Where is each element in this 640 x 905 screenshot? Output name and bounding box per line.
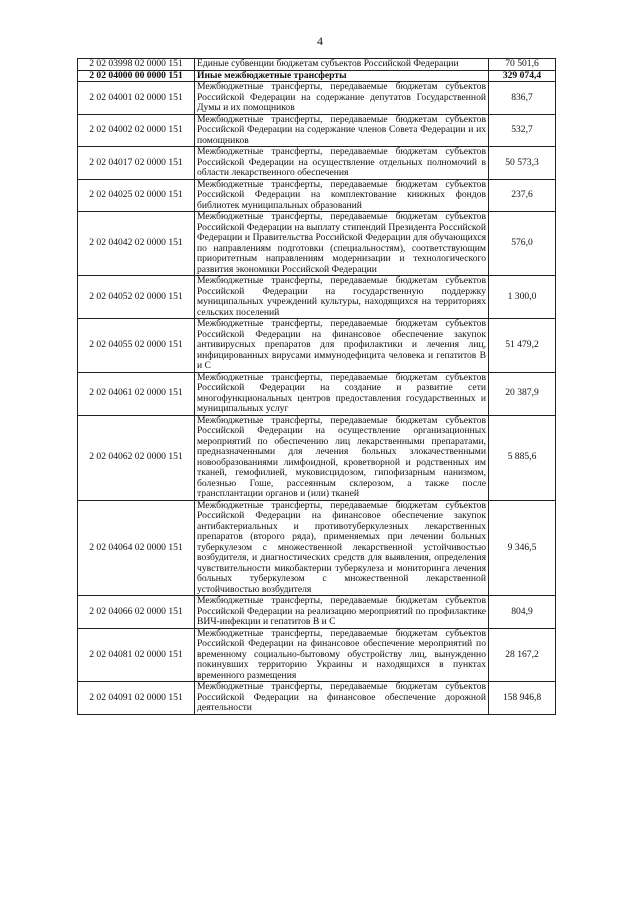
row-amount: 576,0 [489,212,556,276]
table-row [78,500,556,596]
row-amount: 1 300,0 [489,276,556,319]
row-code: 2 02 04066 02 0000 151 [78,596,195,629]
row-amount: 70 501,6 [489,59,556,71]
row-code: 2 02 04017 02 0000 151 [78,147,195,180]
table-row [78,596,556,629]
table-row [78,415,556,500]
table-row [78,319,556,373]
row-amount: 158 946,8 [489,682,556,715]
row-amount: 532,7 [489,114,556,147]
row-code: 2 02 04064 02 0000 151 [78,500,195,596]
row-description: Межбюджетные трансферты, передаваемые бюджетам субъектов Российской Федерации на финансовое обеспечение мероприятий по временному социально-бытовому обустройству лиц, вынужденно покинувших территорию Украины и находящихся в пунктах временного размещения [195,628,489,682]
table-row [78,212,556,276]
row-description: Межбюджетные трансферты, передаваемые бюджетам субъектов Российской Федерации на финансовое обеспечение закупок антивирусных препаратов для профилактики и лечения лиц, инфицированных вирусами иммунодефицита человека и гепатитов В и С [195,319,489,373]
row-description: Межбюджетные трансферты, передаваемые бюджетам субъектов Российской Федерации на финансовое обеспечение закупок антибактериальных и противотуберкулезных лекарственных препаратов (второго ряда), применяемых при лечении больных туберкулезом с множественной лекарственной устойчивостью возбудителя, и диагностических средств для выявления, определения чувствительности микобактерии туберкулеза и мониторинга лечения больных туберкулезом с множественной лекарственной устойчивостью возбудителя [195,500,489,596]
row-description: Единые субвенции бюджетам субъектов Российской Федерации [195,59,489,71]
row-code: 2 02 04002 02 0000 151 [78,114,195,147]
row-code: 2 02 04091 02 0000 151 [78,682,195,715]
row-code: 2 02 04052 02 0000 151 [78,276,195,319]
row-amount: 329 074,4 [489,70,556,82]
row-code: 2 02 04081 02 0000 151 [78,628,195,682]
row-description: Межбюджетные трансферты, передаваемые бюджетам субъектов Российской Федерации на содержание членов Совета Федерации и их помощников [195,114,489,147]
table-row [78,59,556,71]
row-description: Межбюджетные трансферты, передаваемые бюджетам субъектов Российской Федерации на осуществление организационных мероприятий по обеспечению лиц лекарственными препаратами, предназначенными для лечения больных злокачественными новообразованиями лимфоидной, кроветворной и родственных им тканей, гемофилией, муковисцидозом, гипофизарным нанизмом, болезнью Гоше, рассеянным склерозом, а также после трансплантации органов и (или) тканей [195,415,489,500]
row-code: 2 02 04061 02 0000 151 [78,372,195,415]
row-code: 2 02 03998 02 0000 151 [78,59,195,71]
row-amount: 9 346,5 [489,500,556,596]
table-row [78,682,556,715]
budget-table [77,58,556,715]
table-row [78,147,556,180]
row-amount: 836,7 [489,82,556,115]
row-code: 2 02 04042 02 0000 151 [78,212,195,276]
row-amount: 28 167,2 [489,628,556,682]
table-row [78,372,556,415]
table-row [78,114,556,147]
row-description: Межбюджетные трансферты, передаваемые бюджетам субъектов Российской Федерации на комплектование книжных фондов библиотек муниципальных образований [195,179,489,212]
row-description: Межбюджетные трансферты, передаваемые бюджетам субъектов Российской Федерации на финансовое обеспечение дорожной деятельности [195,682,489,715]
page-number: 4 [317,34,323,48]
row-amount: 237,6 [489,179,556,212]
row-description: Межбюджетные трансферты, передаваемые бюджетам субъектов Российской Федерации на содержание депутатов Государственной Думы и их помощников [195,82,489,115]
row-amount: 50 573,3 [489,147,556,180]
row-amount: 5 885,6 [489,415,556,500]
row-amount: 20 387,9 [489,372,556,415]
row-amount: 51 479,2 [489,319,556,373]
row-description: Межбюджетные трансферты, передаваемые бюджетам субъектов Российской Федерации на государственную поддержку муниципальных учреждений культуры, находящихся на территориях сельских поселений [195,276,489,319]
table-row [78,276,556,319]
row-description: Иные межбюджетные трансферты [195,70,489,82]
row-description: Межбюджетные трансферты, передаваемые бюджетам субъектов Российской Федерации на реализацию мероприятий по профилактике ВИЧ-инфекции и гепатитов В и С [195,596,489,629]
row-amount: 804,9 [489,596,556,629]
row-description: Межбюджетные трансферты, передаваемые бюджетам субъектов Российской Федерации на осуществление отдельных полномочий в области лекарственного обеспечения [195,147,489,180]
row-description: Межбюджетные трансферты, передаваемые бюджетам субъектов Российской Федерации на выплату стипендий Президента Российской Федерации и Правительства Российской Федерации для обучающихся по направлениям подготовки (специальностям), соответствующим приоритетным направлениям модернизации и технологического развития экономики Российской Федерации [195,212,489,276]
row-code: 2 02 04062 02 0000 151 [78,415,195,500]
table-row [78,179,556,212]
row-code: 2 02 04001 02 0000 151 [78,82,195,115]
row-code: 2 02 04055 02 0000 151 [78,319,195,373]
table-row [78,628,556,682]
row-description: Межбюджетные трансферты, передаваемые бюджетам субъектов Российской Федерации на создание и развитие сети многофункциональных центров предоставления государственных и муниципальных услуг [195,372,489,415]
budget-table-body [78,59,556,715]
row-code: 2 02 04025 02 0000 151 [78,179,195,212]
table-row [78,70,556,82]
row-code: 2 02 04000 00 0000 151 [78,70,195,82]
table-row [78,82,556,115]
